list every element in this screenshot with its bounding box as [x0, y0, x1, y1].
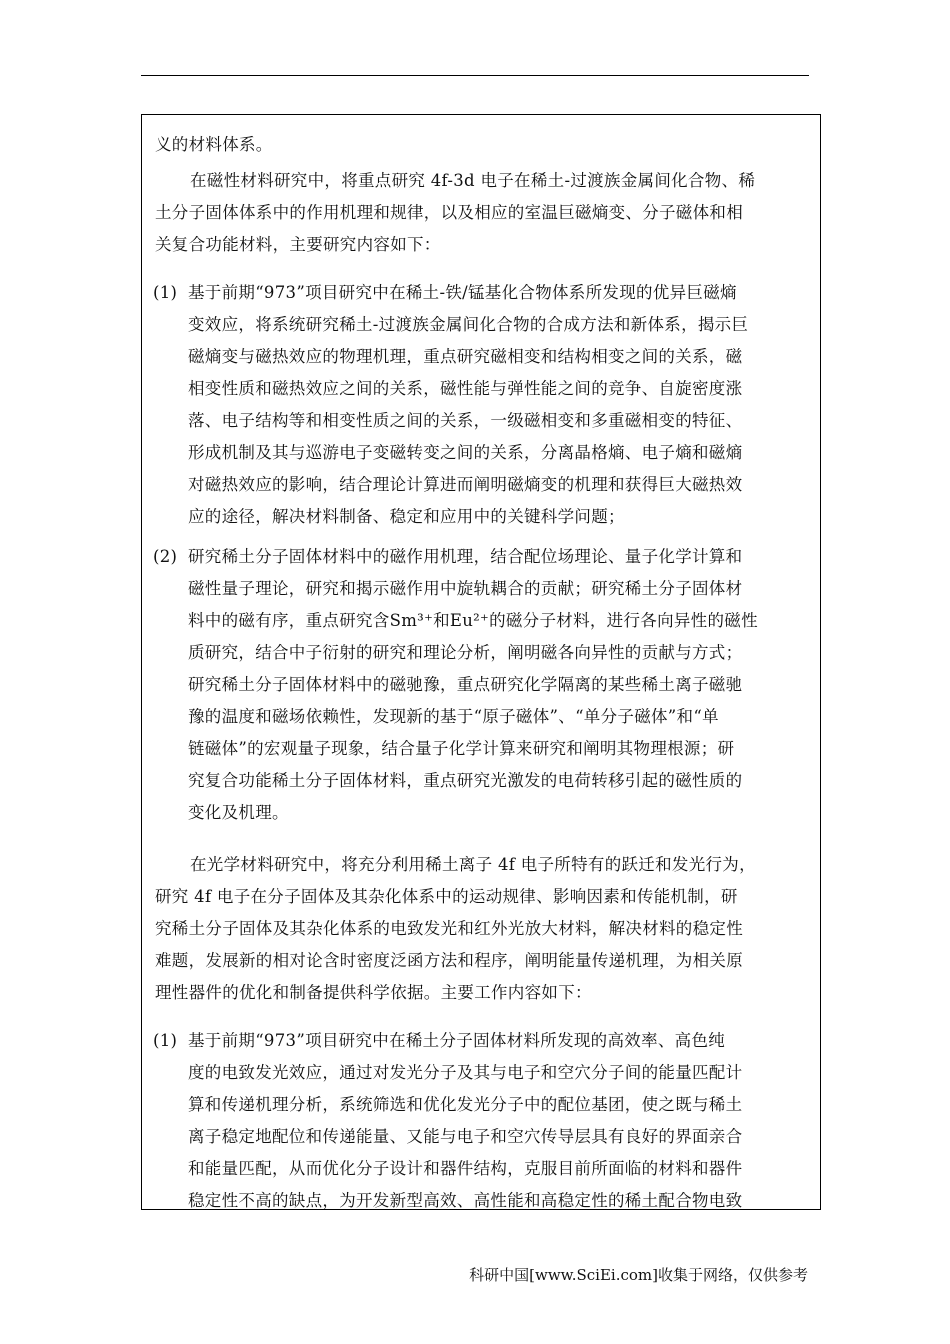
footer-note: 科研中国[www.SciEi.com]收集于网络，仅供参考: [469, 1266, 808, 1284]
content-frame: [141, 114, 821, 1210]
item2-number: (2): [153, 547, 178, 566]
header-rule: [141, 75, 809, 76]
para2-line: 难题，发展新的相对论含时密度泛函方法和程序，阐明能量传递机理，为相关原: [155, 951, 743, 970]
item2-line: 料中的磁有序，重点研究含Sm³⁺和Eu²⁺的磁分子材料，进行各向异性的磁性: [188, 611, 758, 630]
item1-line: 形成机制及其与巡游电子变磁转变之间的关系，分离晶格熵、电子熵和磁熵: [188, 443, 743, 462]
item3-line: 离子稳定地配位和传递能量、又能与电子和空穴传导层具有良好的界面亲合: [188, 1127, 743, 1146]
item2-line: 变化及机理。: [188, 803, 289, 822]
item2-line: 研究稀土分子固体材料中的磁作用机理，结合配位场理论、量子化学计算和: [188, 547, 743, 566]
item1-line: 应的途径，解决材料制备、稳定和应用中的关键科学问题；: [188, 507, 625, 526]
para2-line: 究稀土分子固体及其杂化体系的电致发光和红外光放大材料，解决材料的稳定性: [155, 919, 743, 938]
item1-number: (1): [153, 283, 178, 302]
item2-line: 研究稀土分子固体材料中的磁驰豫，重点研究化学隔离的某些稀土离子磁驰: [188, 675, 743, 694]
item3-line: 基于前期“973”项目研究中在稀土分子固体材料所发现的高效率、高色纯: [188, 1031, 726, 1050]
item1-line: 相变性质和磁热效应之间的关系，磁性能与弹性能之间的竞争、自旋密度涨: [188, 379, 743, 398]
item2-line: 质研究，结合中子衍射的研究和理论分析，阐明磁各向异性的贡献与方式；: [188, 643, 743, 662]
item1-line: 磁熵变与磁热效应的物理机理，重点研究磁相变和结构相变之间的关系，磁: [188, 347, 743, 366]
para1-line: 关复合功能材料，主要研究内容如下：: [155, 235, 441, 254]
item1-line: 对磁热效应的影响，结合理论计算进而阐明磁熵变的机理和获得巨大磁热效: [188, 475, 743, 494]
item2-line: 链磁体”的宏观量子现象，结合量子化学计算来研究和阐明其物理根源；研: [188, 739, 735, 758]
item1-line: 变效应，将系统研究稀土-过渡族金属间化合物的合成方法和新体系，揭示巨: [188, 315, 749, 334]
item3-line: 算和传递机理分析，系统筛选和优化发光分子中的配位基团，使之既与稀土: [188, 1095, 743, 1114]
para2-line: 在光学材料研究中，将充分利用稀土离子 4f 电子所特有的跃迁和发光行为，: [190, 855, 756, 874]
item2-line: 磁性量子理论，研究和揭示磁作用中旋轨耦合的贡献；研究稀土分子固体材: [188, 579, 743, 598]
item1-line: 落、电子结构等和相变性质之间的关系，一级磁相变和多重磁相变的特征、: [188, 411, 743, 430]
item2-line: 究复合功能稀土分子固体材料，重点研究光激发的电荷转移引起的磁性质的: [188, 771, 743, 790]
item3-line: 度的电致发光效应，通过对发光分子及其与电子和空穴分子间的能量匹配计: [188, 1063, 743, 1082]
para1-line: 在磁性材料研究中，将重点研究 4f-3d 电子在稀土-过渡族金属间化合物、稀: [190, 171, 756, 190]
para1-line: 土分子固体体系中的作用机理和规律，以及相应的室温巨磁熵变、分子磁体和相: [155, 203, 743, 222]
continued-line: 义的材料体系。: [155, 135, 273, 154]
item2-line: 豫的温度和磁场依赖性，发现新的基于“原子磁体”、“单分子磁体”和“单: [188, 707, 719, 726]
item3-line: 稳定性不高的缺点，为开发新型高效、高性能和高稳定性的稀土配合物电致: [188, 1191, 743, 1210]
item1-line: 基于前期“973”项目研究中在稀土-铁/锰基化合物体系所发现的优异巨磁熵: [188, 283, 737, 302]
item3-line: 和能量匹配，从而优化分子设计和器件结构，克服目前所面临的材料和器件: [188, 1159, 743, 1178]
para2-line: 研究 4f 电子在分子固体及其杂化体系中的运动规律、影响因素和传能机制，研: [155, 887, 738, 906]
item3-number: (1): [153, 1031, 178, 1050]
para2-line: 理性器件的优化和制备提供科学依据。主要工作内容如下：: [155, 983, 592, 1002]
